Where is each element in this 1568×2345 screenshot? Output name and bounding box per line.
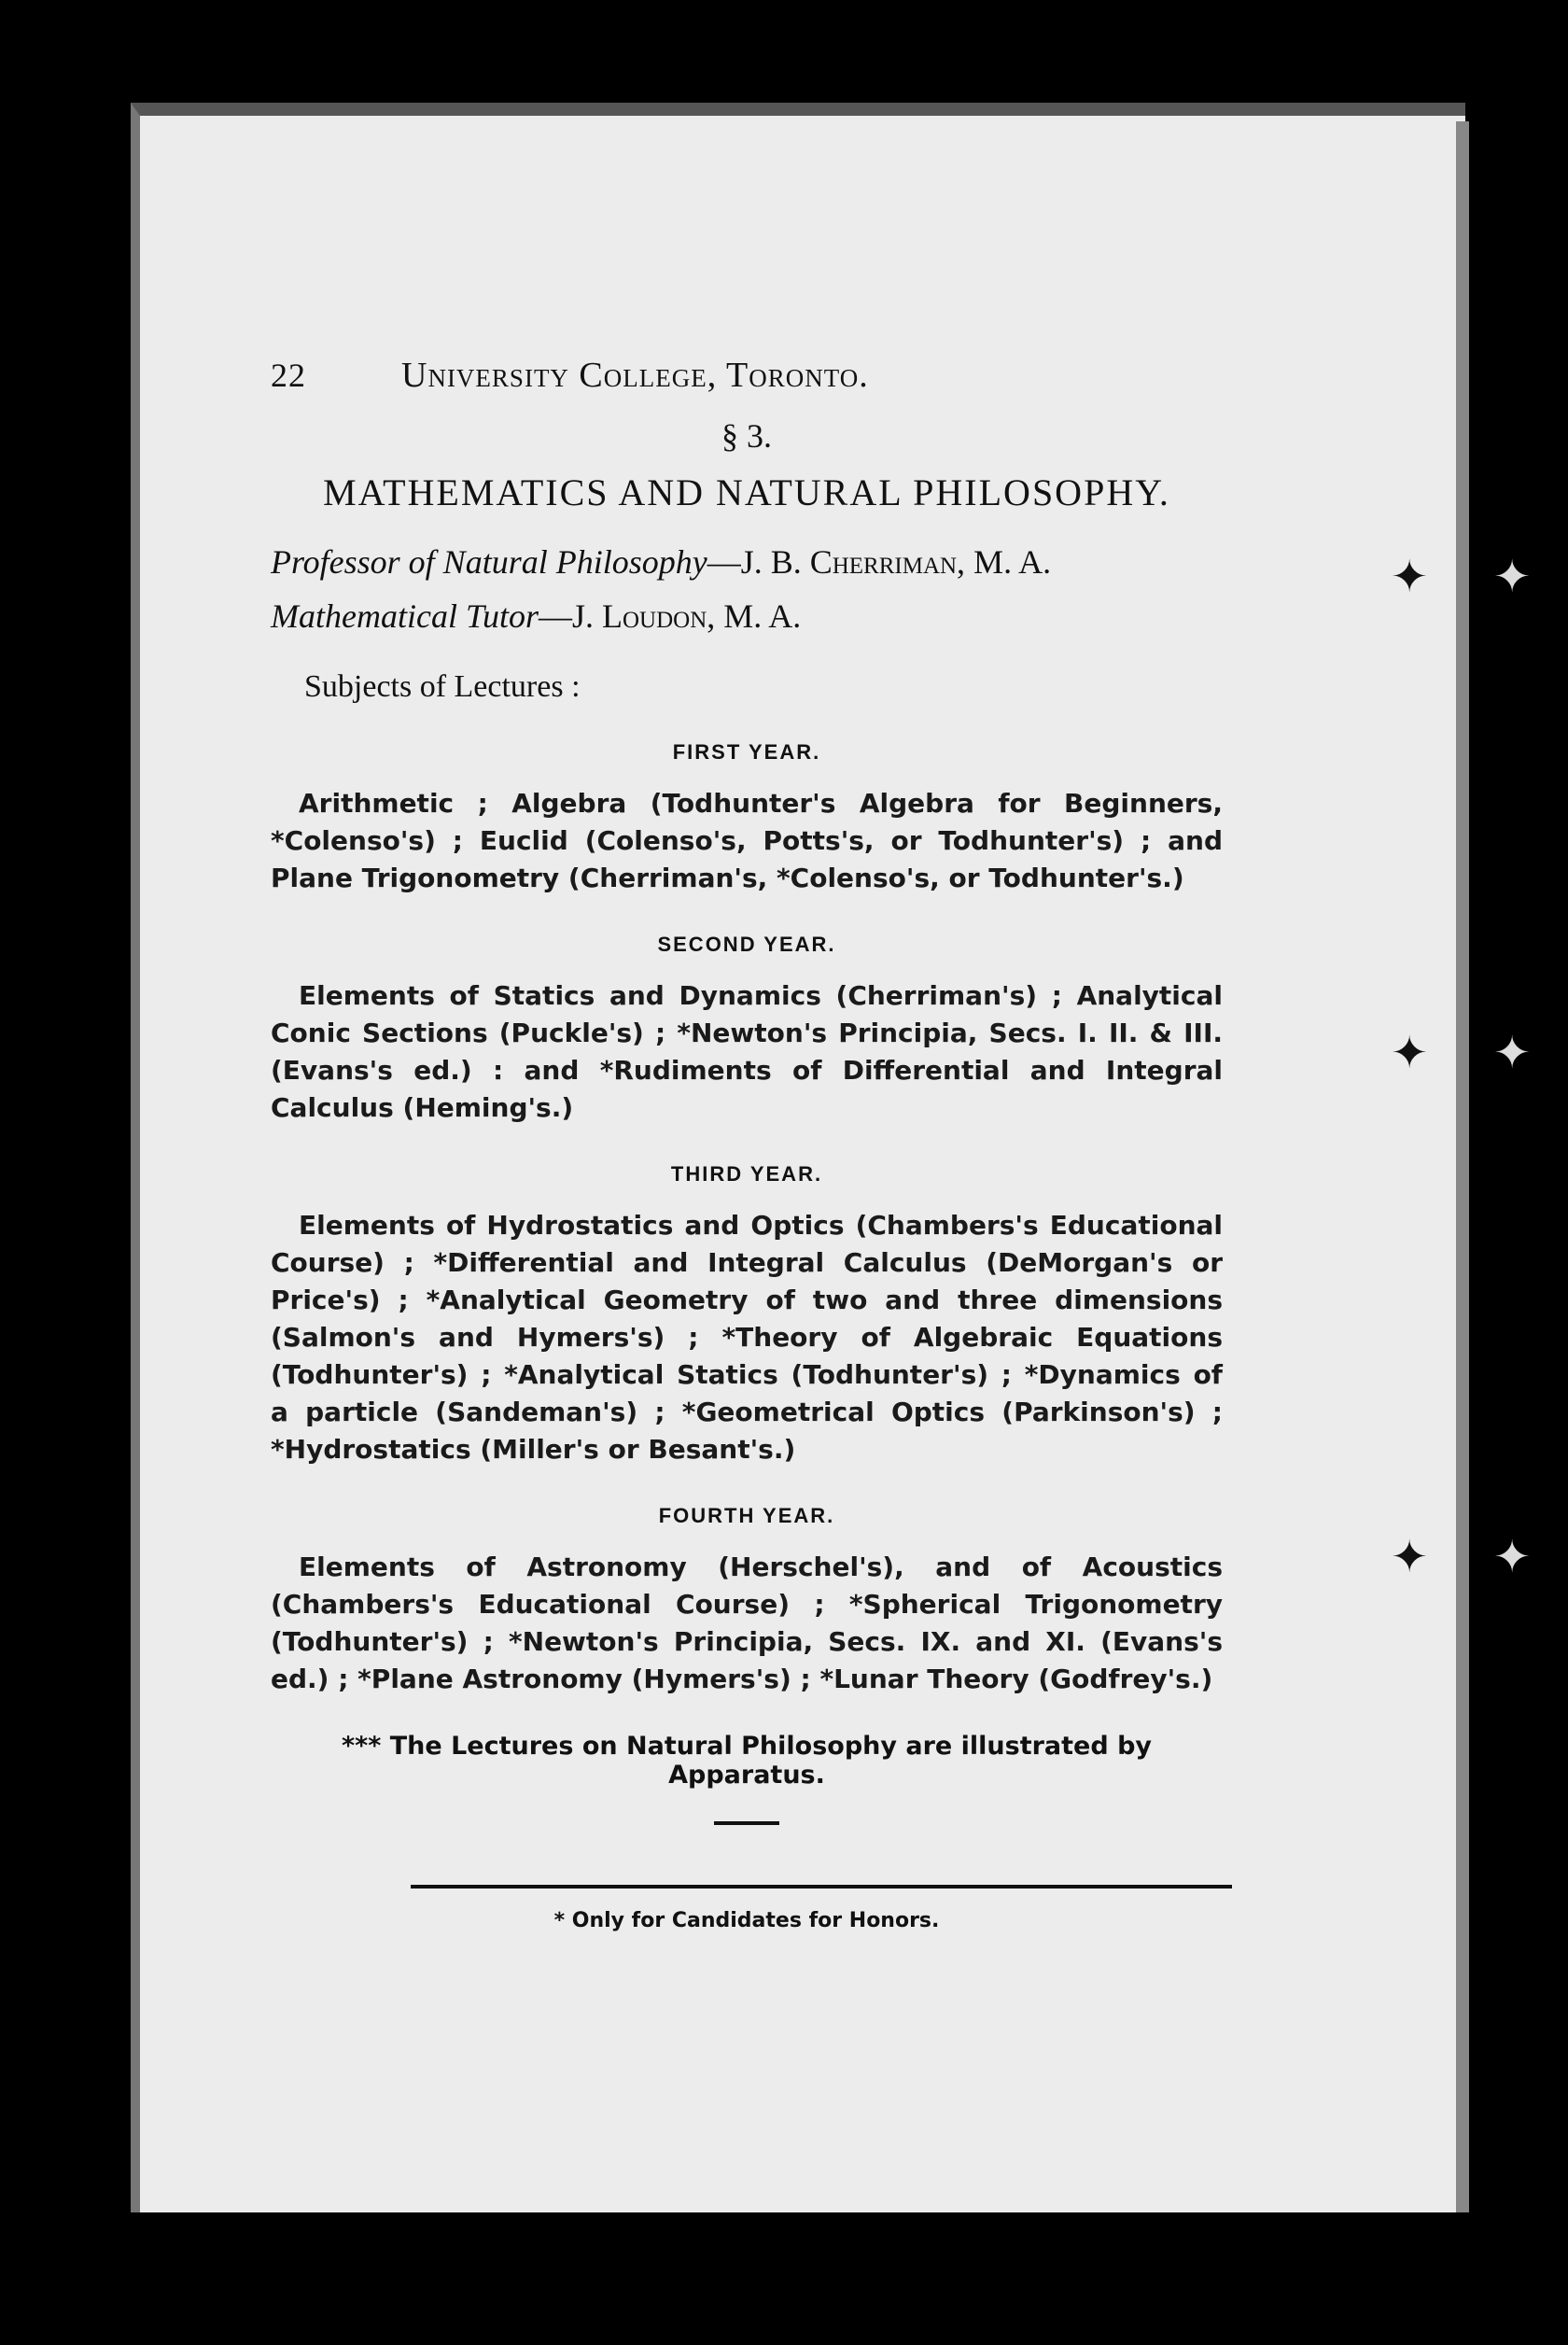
margin-blot-icon: ✦ (1391, 1533, 1429, 1582)
margin-blot-icon: ✦ (1493, 1029, 1532, 1078)
staff-entry (271, 589, 1223, 643)
year-heading: FOURTH YEAR. (658, 1504, 835, 1527)
section-mark: § 3. (721, 417, 772, 455)
ornament-rule (714, 1821, 779, 1825)
page-number: 22 (271, 357, 306, 394)
year-body: Elements of Statics and Dynamics (Cherriman's) ; Analytical Conic Sections (Puckle's) ; *Newton's Principia, Secs. I. II. & III. (Evans's ed.) : and *Rudiments of Differential and Integral Calculus (Heming's.) (271, 980, 1223, 1123)
apparatus-note: *** The Lectures on Natural Philosophy are illustrated by Apparatus. (341, 1732, 1153, 1790)
footnote: * Only for Candidates for Honors. (553, 1909, 940, 1932)
margin-blot-icon: ✦ (1493, 553, 1532, 602)
staff-list (271, 535, 1223, 643)
margin-blot-icon: ✦ (1493, 1533, 1532, 1582)
subjects-heading: Subjects of Lectures : (304, 669, 581, 704)
page-edge (1456, 121, 1469, 2212)
year-section (271, 1162, 1223, 1468)
year-section (271, 740, 1223, 897)
staff-role: Mathematical Tutor (271, 597, 539, 635)
staff-name: J. B. Cherriman, M. A. (740, 543, 1052, 581)
year-heading: FIRST YEAR. (672, 740, 821, 764)
staff-entry (271, 535, 1223, 589)
margin-blot-icon: ✦ (1391, 553, 1429, 602)
staff-separator: — (539, 597, 572, 635)
year-section (271, 933, 1223, 1127)
staff-name: J. Loudon, M. A. (572, 597, 802, 635)
year-section (271, 1504, 1223, 1698)
footnote-rule (411, 1885, 1232, 1889)
page-content (271, 355, 1223, 1932)
year-body: Elements of Astronomy (Herschel's), and of Acoustics (Chambers's Educational Course) ; *Spherical Trigonometry (Todhunter's) ; *Newton's Principia, Secs. IX. and XI. (Evans's ed.) ; *Plane Astronomy (Hymers's) ; *Lunar Theory (Godfrey's.) (271, 1552, 1223, 1694)
margin-blot-icon: ✦ (1391, 1029, 1429, 1078)
year-heading: THIRD YEAR. (670, 1162, 823, 1186)
running-head: University College, Toronto. (401, 356, 869, 395)
staff-role: Professor of Natural Philosophy (271, 543, 707, 581)
section-title: MATHEMATICS AND NATURAL PHILOSOPHY. (323, 471, 1170, 513)
running-header (271, 355, 1223, 396)
staff-separator: — (707, 543, 741, 581)
year-body: Arithmetic ; Algebra (Todhunter's Algebra for Beginners, *Colenso's) ; Euclid (Colenso's, Potts's, or Todhunter's) ; and Plane Trigonometry (Cherriman's, *Colenso's, or Todhunter's.) (271, 788, 1223, 893)
year-heading: SECOND YEAR. (657, 933, 836, 956)
year-body: Elements of Hydrostatics and Optics (Chambers's Educational Course) ; *Differential and Integral Calculus (DeMorgan's or Price's) ; *Analytical Geometry of two and three dimensions (Salmon's and Hymers's) ; *Theory of Algebraic Equations (Todhunter's) ; *Analytical Statics (Todhunter's) ; *Dynamics of a particle (Sandeman's) ; *Geometrical Optics (Parkinson's) ; *Hydrostatics (Miller's or Besant's.) (271, 1210, 1223, 1465)
